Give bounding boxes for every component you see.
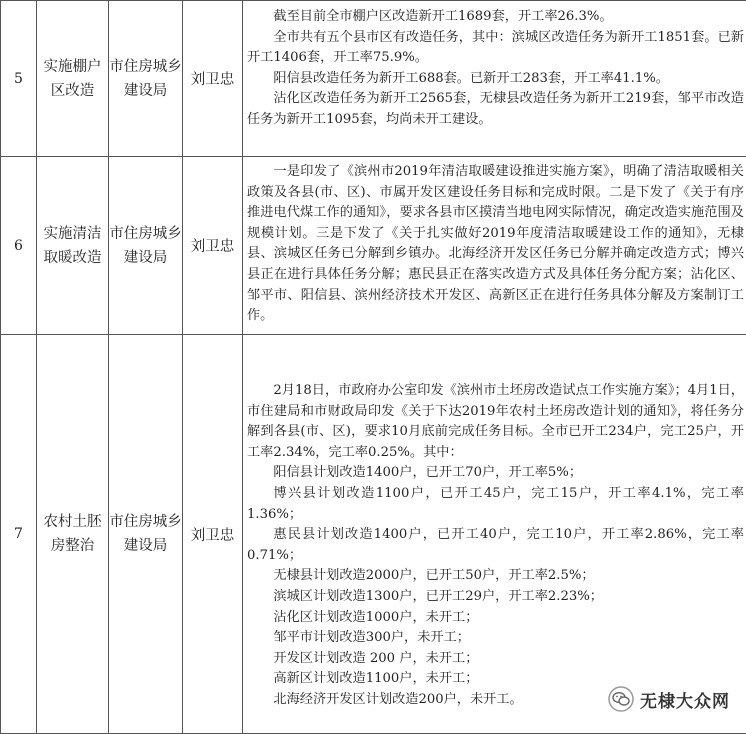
wechat-logo-icon [608, 686, 634, 712]
progress-paragraph: 博兴县计划改造1100户，已开工45户，完工15户，开工率4.1%，完工率1.36%； [243, 484, 746, 525]
progress-paragraph: 2月18日，市政府办公室印发《滨州市土坯房改造试点工作实施方案》；4月1日，市住建局和市财政局印发《关于下达2019年农村土坯房改造计划的通知》，将任务分解到各县(市、区)，要求10月底前完成任务目标。全市已开工234户，完工25户，开工率2.34%，完工率0.25%。其中： [243, 381, 746, 463]
responsible-person: 刘卫忠 [183, 1, 243, 157]
watermark [608, 686, 730, 712]
responsible-department: 市住房城乡建设局 [109, 1, 183, 157]
progress-paragraph: 阳信县计划改造1400户，已开工70户，开工率5%； [243, 463, 746, 484]
task-name: 实施清洁取暖改造 [37, 157, 109, 335]
progress-paragraph: 开发区计划改造 200 户，未开工； [243, 649, 746, 670]
progress-paragraph: 惠民县计划改造1400户，已开工40户，完工10户，开工率2.86%，完工率0.71%； [243, 525, 746, 566]
table-row [1, 1, 746, 157]
table-row [1, 157, 746, 335]
progress-paragraph: 截至目前全市棚户区改造新开工1689套，开工率26.3%。 [243, 7, 746, 28]
progress-paragraph: 沾化区计划改造1000户，未开工； [243, 608, 746, 629]
row-number: 6 [1, 157, 37, 335]
responsible-person: 刘卫忠 [183, 335, 243, 734]
progress-paragraph: 沾化区改造任务为新开工2565套，无棣县改造任务为新开工219套，邹平市改造任务为新开工1095套，均尚未开工建设。 [243, 89, 746, 130]
responsible-person: 刘卫忠 [183, 157, 243, 335]
progress-paragraph: 北海经济开发区计划改造200户，未开工。 [243, 690, 746, 711]
progress-paragraph: 邹平市计划改造300户，未开工； [243, 628, 746, 649]
watermark-text: 无棣大众网 [640, 687, 730, 712]
responsible-department: 市住房城乡建设局 [109, 157, 183, 335]
progress-paragraph: 滨城区计划改造1300户，已开工29户，开工率2.23%； [243, 587, 746, 608]
progress-cell [243, 1, 746, 157]
task-name: 农村土胚房整治 [37, 335, 109, 734]
progress-paragraph: 阳信县改造任务为新开工688套。已新开工283套，开工率41.1%。 [243, 69, 746, 90]
task-name: 实施棚户区改造 [37, 1, 109, 157]
row-number: 5 [1, 1, 37, 157]
table-row [1, 335, 746, 734]
progress-paragraph: 高新区计划改造1100户，未开工； [243, 669, 746, 690]
progress-paragraph: 全市共有五个县市区有改造任务，其中：滨城区改造任务为新开工1851套。已新开工1406套，开工率75.9%。 [243, 28, 746, 69]
responsible-department: 市住房城乡建设局 [109, 335, 183, 734]
progress-paragraph: 一是印发了《滨州市2019年清洁取暖建设推进实施方案》，明确了清洁取暖相关政策及各县(市、区)、市属开发区建设任务目标和完成时限。二是下发了《关于有序推进电代煤工作的通知》，要求各县市区摸清当地电网实际情况，确定改造实施范围及规模计划。三是下发了《关于扎实做好2019年度清洁取暖建设工作的通知》，无棣县、滨城区任务已分解到乡镇办。北海经济开发区任务已分解并确定改造方式；博兴县正在进行具体任务分解；惠民县正在落实改造方式及具体任务分配方案；沾化区、邹平市、阳信县、滨州经济技术开发区、高新区正在进行任务具体分解及方案制订工作。 [243, 162, 746, 327]
row-number: 7 [1, 335, 37, 734]
progress-cell [243, 335, 746, 734]
progress-paragraph: 无棣县计划改造2000户，已开工50户，开工率2.5%； [243, 566, 746, 587]
progress-cell [243, 157, 746, 335]
